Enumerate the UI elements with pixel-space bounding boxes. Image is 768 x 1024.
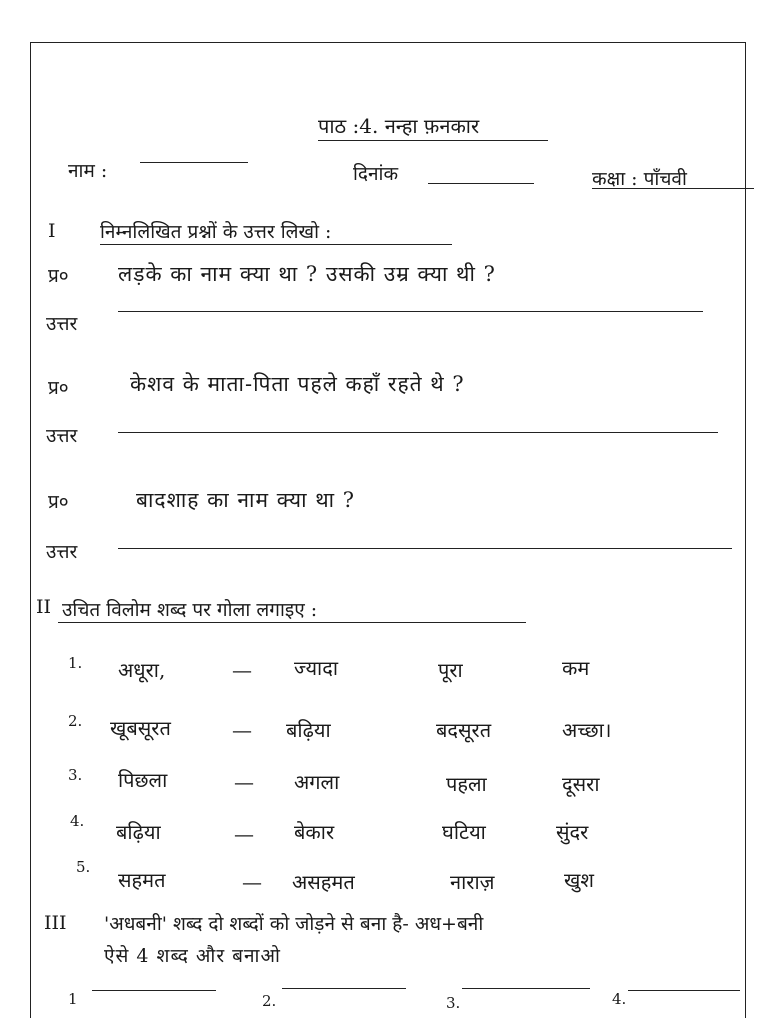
option[interactable]: खुश: [564, 868, 594, 892]
question-text: केशव के माता-पिता पहले कहाँ रहते थे ?: [130, 372, 465, 396]
answer-line[interactable]: [118, 311, 703, 312]
blank-number: 4.: [612, 990, 627, 1008]
question-text: लड़के का नाम क्या था ? उसकी उम्र क्या थी ?: [118, 262, 496, 286]
row-number: 2.: [68, 712, 83, 730]
option[interactable]: पहला: [446, 772, 487, 796]
row-dash: —: [232, 718, 252, 742]
row-word: पिछला: [118, 768, 168, 792]
option[interactable]: नाराज़: [450, 870, 495, 894]
blank-number: 3.: [446, 994, 461, 1012]
section3-line2: ऐसे 4 शब्द और बनाओ: [104, 945, 281, 967]
blank-line[interactable]: [462, 988, 590, 989]
option[interactable]: बदसूरत: [436, 718, 492, 742]
option[interactable]: बेकार: [294, 820, 335, 844]
question-text: बादशाह का नाम क्या था ?: [136, 488, 356, 512]
question-marker: प्र०: [48, 265, 69, 287]
section3-line1: 'अधबनी' शब्द दो शब्दों को जोड़ने से बना है- अध+बनी: [104, 913, 484, 935]
option[interactable]: ज्यादा: [294, 656, 339, 680]
row-word: सहमत: [118, 868, 166, 892]
blank-line[interactable]: [282, 988, 406, 989]
option[interactable]: घटिया: [442, 820, 486, 844]
date-blank[interactable]: [428, 183, 534, 184]
option[interactable]: दूसरा: [562, 772, 600, 796]
section2-number: II: [36, 596, 52, 618]
section3-number: III: [44, 912, 67, 934]
row-word: बढ़िया: [116, 820, 161, 844]
option[interactable]: कम: [562, 656, 590, 680]
blank-number: 1: [68, 990, 78, 1008]
section1-underline: [100, 244, 452, 245]
row-number: 5.: [76, 858, 91, 876]
blank-line[interactable]: [628, 990, 740, 991]
question-marker: प्र०: [48, 491, 69, 513]
name-label: नाम :: [68, 160, 108, 182]
date-label: दिनांक: [353, 163, 399, 185]
row-dash: —: [234, 822, 254, 846]
answer-line[interactable]: [118, 548, 732, 549]
answer-label: उत्तर: [46, 541, 78, 563]
row-number: 4.: [70, 812, 85, 830]
option[interactable]: पूरा: [438, 658, 463, 682]
option[interactable]: सुंदर: [556, 820, 589, 844]
blank-number: 2.: [262, 992, 277, 1010]
section1-number: I: [48, 220, 56, 242]
row-word: खूबसूरत: [110, 716, 171, 740]
row-dash: —: [242, 870, 262, 894]
answer-label: उत्तर: [46, 313, 78, 335]
row-dash: —: [234, 770, 254, 794]
section2-instruction: उचित विलोम शब्द पर गोला लगाइए :: [62, 599, 318, 621]
section1-instruction: निम्नलिखित प्रश्नों के उत्तर लिखो :: [100, 221, 332, 243]
section2-underline: [58, 622, 526, 623]
option[interactable]: बढ़िया: [286, 718, 331, 742]
answer-line[interactable]: [118, 432, 718, 433]
option[interactable]: असहमत: [292, 870, 355, 894]
option[interactable]: अच्छा।: [562, 718, 612, 742]
row-word: अधूरा,: [118, 658, 166, 682]
name-blank[interactable]: [140, 162, 248, 163]
question-marker: प्र०: [48, 377, 69, 399]
class-underline: [592, 188, 754, 189]
lesson-title: पाठ :4. नन्हा फ़नकार: [318, 114, 480, 138]
row-number: 1.: [68, 654, 83, 672]
row-dash: —: [232, 658, 252, 682]
option[interactable]: अगला: [294, 770, 340, 794]
answer-label: उत्तर: [46, 425, 78, 447]
title-underline: [318, 140, 548, 141]
blank-line[interactable]: [92, 990, 216, 991]
class-label: कक्षा : पाँचवी: [592, 168, 687, 190]
row-number: 3.: [68, 766, 83, 784]
